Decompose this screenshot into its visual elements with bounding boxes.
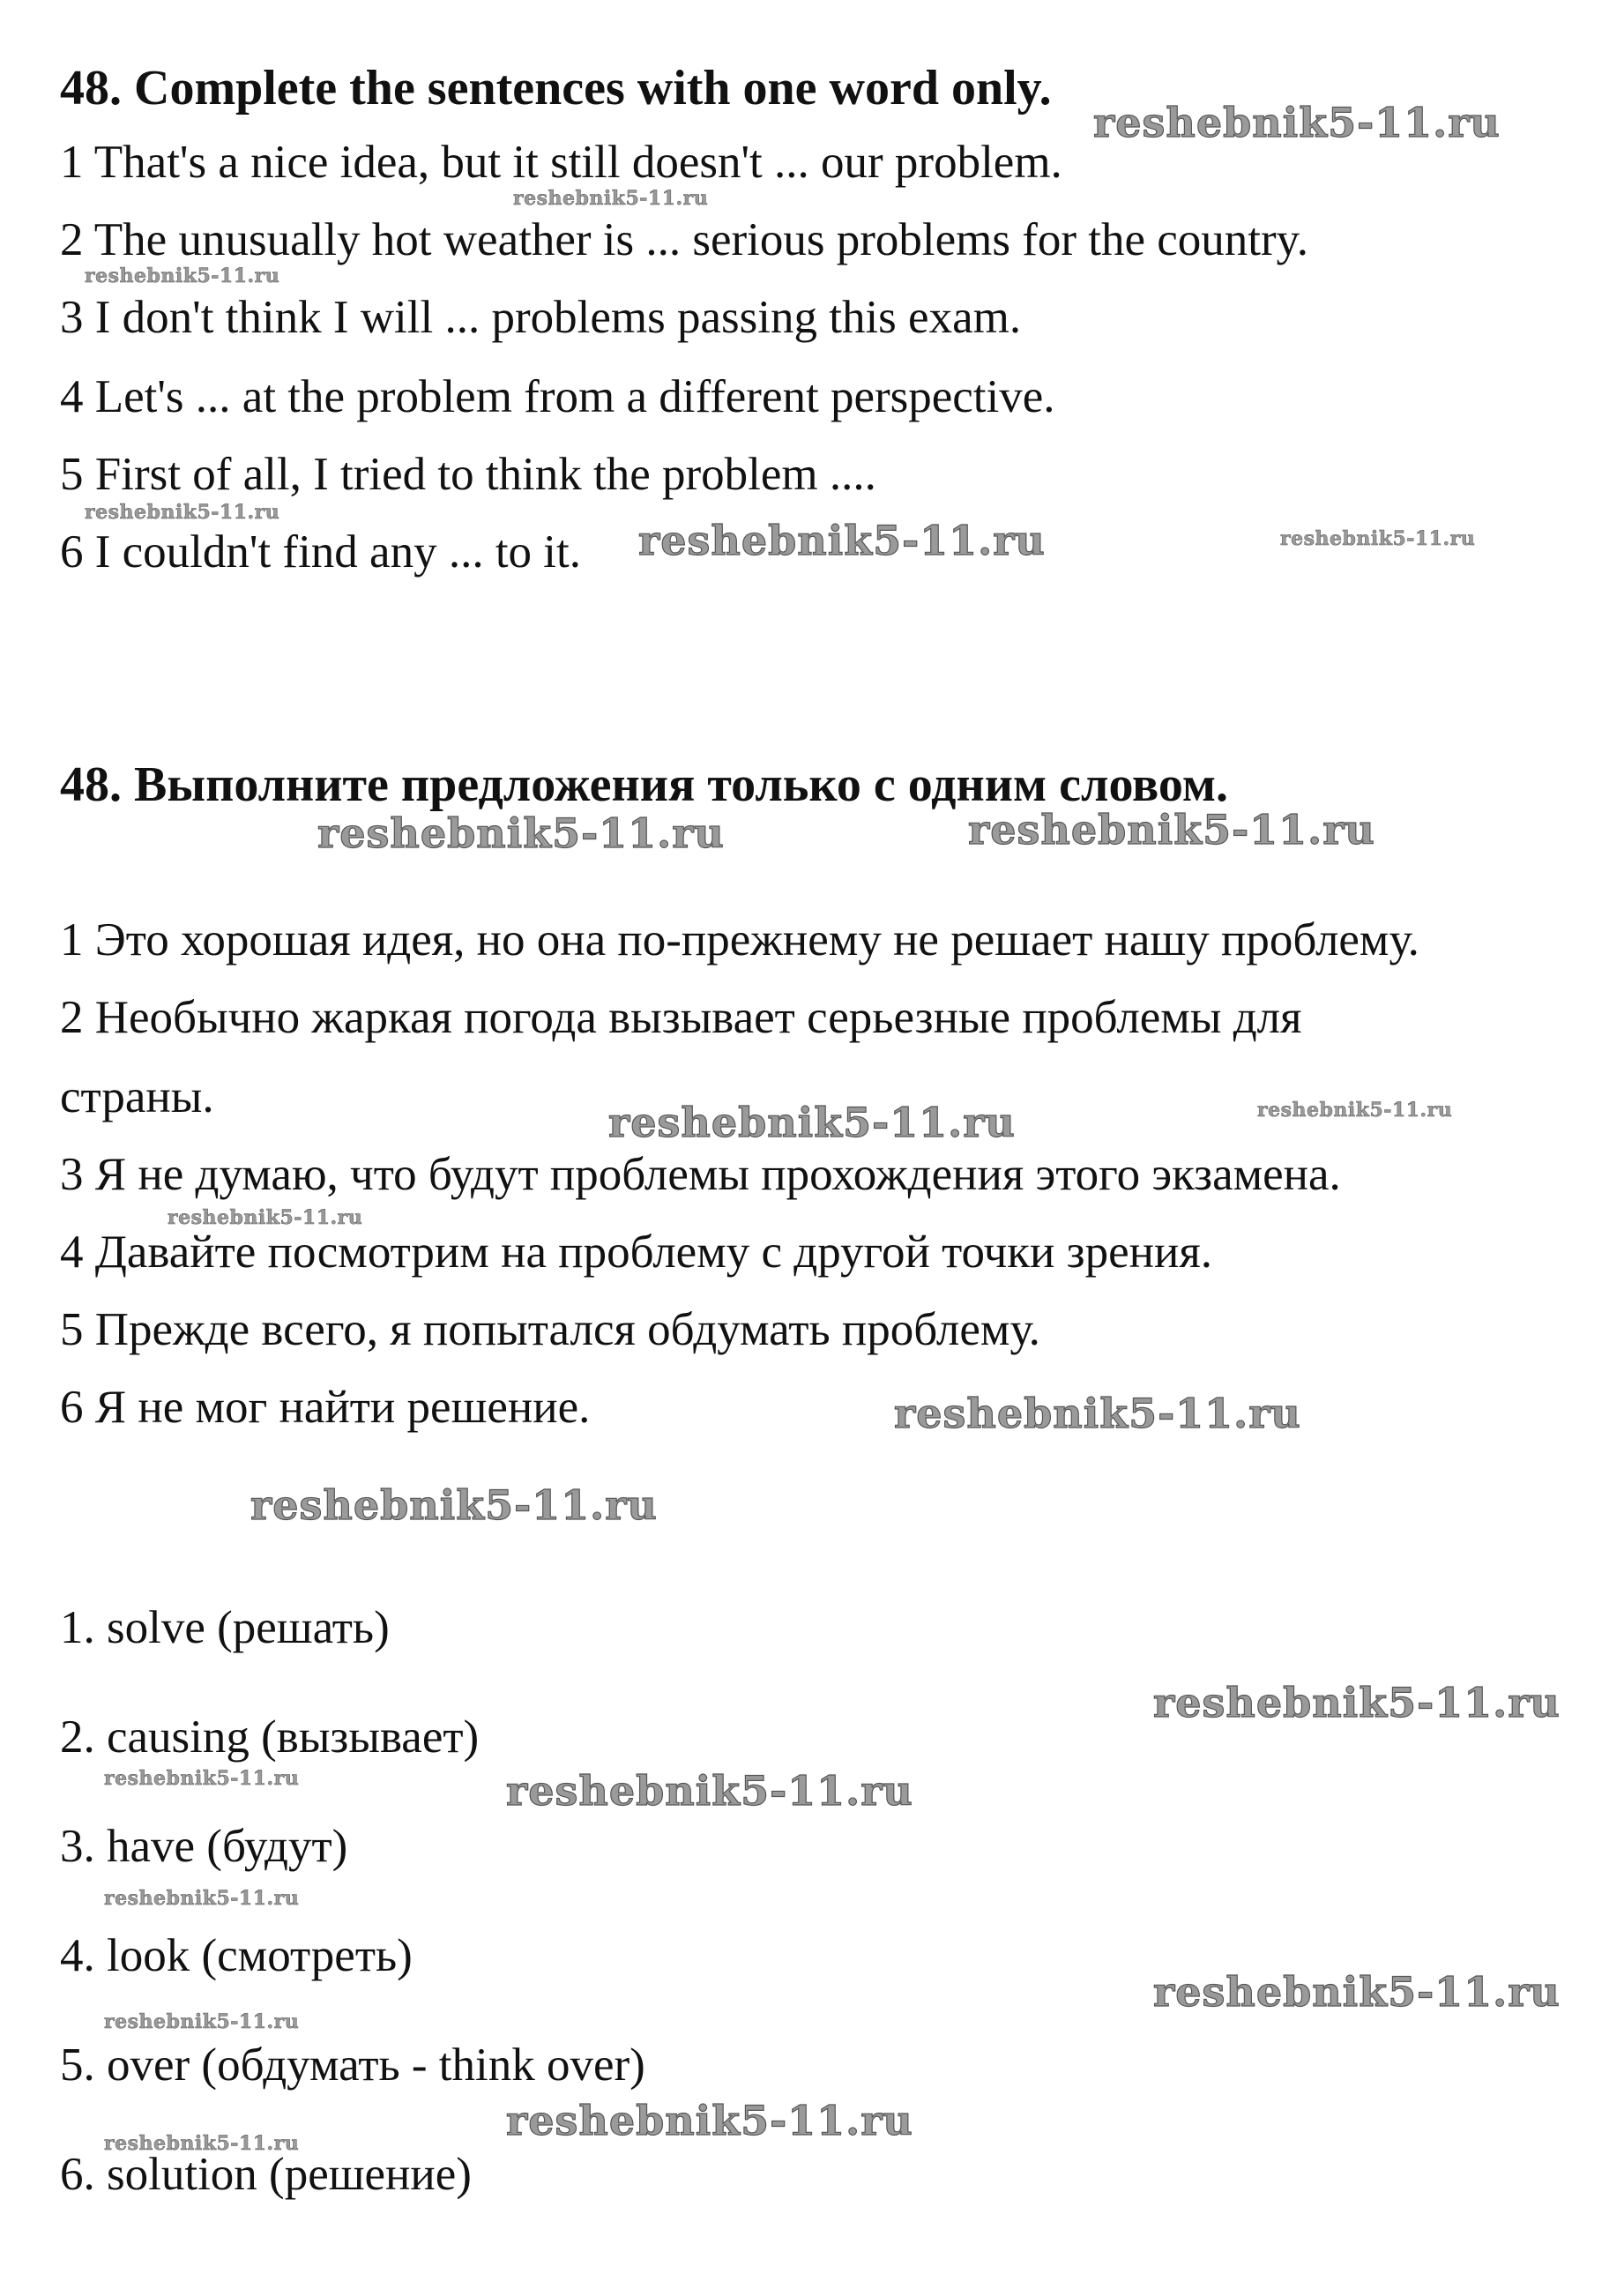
answer-6: 6. solution (решение) — [60, 2149, 472, 2200]
watermark: reshebnik5-11.ru — [506, 2097, 913, 2144]
russian-sentence-1: 1 Это хорошая идея, но она по-прежнему не решает нашу проблему. — [60, 914, 1419, 966]
watermark: reshebnik5-11.ru — [513, 187, 709, 210]
watermark: reshebnik5-11.ru — [968, 806, 1375, 854]
watermark: reshebnik5-11.ru — [85, 501, 280, 524]
english-sentence-2: 2 The unusually hot weather is ... serious problems for the country. — [60, 214, 1308, 265]
answer-4: 4. look (смотреть) — [60, 1930, 413, 1981]
watermark: reshebnik5-11.ru — [638, 517, 1046, 564]
answer-2: 2. causing (вызывает) — [60, 1711, 480, 1763]
english-sentence-5: 5 First of all, I tried to think the problem .... — [60, 449, 876, 500]
russian-sentence-5: 5 Прежде всего, я попытался обдумать проблему. — [60, 1304, 1040, 1355]
watermark: reshebnik5-11.ru — [1280, 527, 1476, 550]
watermark: reshebnik5-11.ru — [506, 1767, 913, 1815]
answer-5: 5. over (обдумать - think over) — [60, 2039, 645, 2091]
english-sentence-1: 1 That's a nice idea, but it still doesn't ... our problem. — [60, 137, 1062, 188]
russian-heading: 48. Выполните предложения только с одним словом. — [60, 757, 1228, 812]
watermark: reshebnik5-11.ru — [1257, 1099, 1453, 1122]
russian-sentence-3: 3 Я не думаю, что будут проблемы прохождения этого экзамена. — [60, 1149, 1341, 1200]
english-sentence-3: 3 I don't think I will ... problems passing this exam. — [60, 292, 1022, 343]
english-sentence-4: 4 Let's ... at the problem from a different perspective. — [60, 371, 1055, 422]
russian-sentence-6: 6 Я не мог найти решение. — [60, 1382, 591, 1433]
watermark: reshebnik5-11.ru — [250, 1481, 658, 1529]
watermark: reshebnik5-11.ru — [104, 1887, 300, 1910]
watermark: reshebnik5-11.ru — [104, 2132, 300, 2155]
english-heading: 48. Complete the sentences with one word only. — [60, 61, 1052, 116]
russian-sentence-4: 4 Давайте посмотрим на проблему с другой точки зрения. — [60, 1226, 1212, 1278]
watermark: reshebnik5-11.ru — [1153, 1968, 1561, 2016]
watermark: reshebnik5-11.ru — [894, 1390, 1301, 1437]
watermark: reshebnik5-11.ru — [1093, 99, 1501, 146]
russian-sentence-2: 2 Необычно жаркая погода вызывает серьезные проблемы для — [60, 992, 1302, 1043]
english-sentence-6: 6 I couldn't find any ... to it. — [60, 526, 581, 578]
answer-1: 1. solve (решать) — [60, 1602, 390, 1653]
answer-3: 3. have (будут) — [60, 1821, 348, 1872]
watermark: reshebnik5-11.ru — [85, 265, 280, 287]
russian-sentence-2-cont: страны. — [60, 1071, 214, 1122]
watermark: reshebnik5-11.ru — [317, 809, 725, 857]
watermark: reshebnik5-11.ru — [1153, 1679, 1561, 1726]
watermark: reshebnik5-11.ru — [608, 1099, 1016, 1146]
watermark: reshebnik5-11.ru — [104, 1767, 300, 1790]
watermark: reshebnik5-11.ru — [168, 1206, 363, 1229]
watermark: reshebnik5-11.ru — [104, 2010, 300, 2033]
